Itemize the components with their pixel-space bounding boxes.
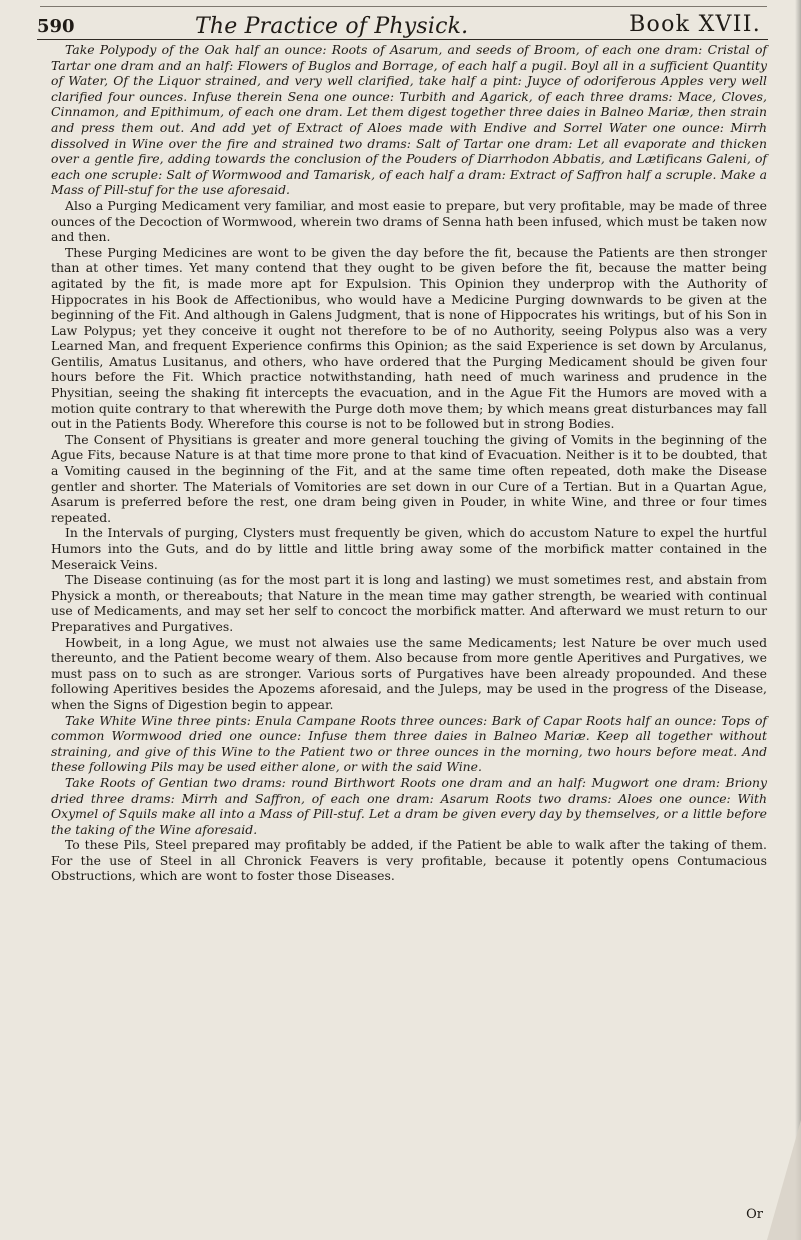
paragraph-purging-timing: These Purging Medicines are wont to be given the day before the fit, because the Patients are then stronger than at other times. Yet many contend that they ought to be given before the fit, because the matter being agitated by the fit, is made more apt for Expulsion. This Opinion they underprop with the Authority of Hippocrates in his Book de Affectionibus, who would have a Medicine Purging downwards to be given at the beginning of the Fit. And although in Galens Judgment, that is none of Hippocrates his writings, but of his Son in Law Polypus; yet they conceive it ought not therefore to be of no Authority, seeing Polypus also was a very Learned Man, and frequent Experience confirms this Opinion; as the said Experience is set down by Arculanus, Gentilis, Amatus Lusitanus, and others, who have ordered that the Purging Medicament should be given four hours before the Fit. Which practice notwithstanding, hath need of much wariness and prudence in the Physitian, seeing the shaking fit intercepts the evacuation, and in the Ague Fit the Humors are moved with a motion quite contrary to that wherewith the Purge doth move them; by which means great disturbances may fall out in the Patients Body. Wherefore this course is not to be followed but in strong Bodies. [51, 244, 767, 432]
corner-fold [767, 1120, 801, 1240]
top-edge-rule [40, 6, 767, 7]
recipe-paragraph-pills: Take Roots of Gentian two drams: round Birthwort Roots one dram and an half: Mugwort one dram: Briony dried three drams: Mirrh and Saffron, of each one dram: Asarum Roots two drams: Aloes one ounce: With Oxymel of Squils make all into a Mass of Pill-stuf. Let a dram be given every day by themselves, or a little before the taking of the Wine aforesaid. [51, 774, 767, 837]
main-text [51, 42, 767, 884]
header-rule [37, 39, 768, 40]
recipe-paragraph-wine: Take White Wine three pints: Enula Campane Roots three ounces: Bark of Capar Roots half an ounce: Tops of common Wormwood dried one ounce: Infuse them three daies in Balneo Mariæ. Keep all together without straining, and give of this Wine to the Patient two or three ounces in the morning, two hours before meat. And these following Pils may be used either alone, or with the said Wine. [51, 712, 767, 775]
page-number: 590 [37, 16, 75, 37]
page-edge-shadow [795, 0, 801, 1240]
paragraph-clysters: In the Intervals of purging, Clysters must frequently be given, which do accustom Nature to expel the hurtful Humors into the Guts, and do by little and little bring away some of the morbifick matter contained in the Meseraick Veins. [51, 525, 767, 572]
paragraph-purging-medicament: Also a Purging Medicament very familiar, and most easie to prepare, but very profitable, may be made of three ounces of the Decoction of Wormwood, wherein two drams of Senna hath been infused, which must be taken now and then. [51, 197, 767, 245]
paragraph-aperitives: Howbeit, in a long Ague, we must not alwaies use the same Medicaments; lest Nature be over much used thereunto, and the Patient become weary of them. Also because from more gentle Aperitives and Purgatives, we must pass on to such as are stronger. Various sorts of Purgatives have been already propounded. And these following Aperitives besides the Apozems aforesaid, and the Juleps, may be used in the progress of the Disease, when the Signs of Digestion begin to appear. [51, 634, 767, 712]
paragraph-vomits: The Consent of Physitians is greater and more general touching the giving of Vomits in the beginning of the Ague Fits, because Nature is at that time more prone to that kind of Evacuation. Neither is it to be doubted, that a Vomiting caused in the beginning of the Fit, and at the same time often repeated, doth make the Disease gentler and shorter. The Materials of Vomitories are set down in our Cure of a Tertian. But in a Quartan Ague, Asarum is preferred before the rest, one dram being given in Pouder, in white Wine, and three or four times repeated. [51, 431, 767, 525]
book-label: Book XVII. [629, 12, 761, 37]
catchword: Or [746, 1207, 763, 1222]
recipe-paragraph-1: Take Polypody of the Oak half an ounce: Roots of Asarum, and seeds of Broom, of each one dram: Cristal of Tartar one dram and an half: Flowers of Buglos and Borrage, of each half a pugil. Boyl all in a sufficient Quantity of Water, Of the Liquor strained, and very well clarified, take half a pint: Juyce of odoriferous Apples very well clarified four ounces. Infuse therein Sena one ounce: Turbith and Agarick, of each three drams: Mace, Cloves, Cinnamon, and Epithimum, of each one dram. Let them digest together three daies in Balneo Mariæ, then strain and press them out. And add yet of Extract of Aloes made with Endive and Sorrel Water one ounce: Mirrh dissolved in Wine over the fire and strained two drams: Salt of Tartar one dram: Let all evaporate and thicken over a gentle fire, adding towards the conclusion of the Pouders of Diarrhodon Abbatis, and Lætificans Galeni, of each one scruple: Salt of Wormwood and Tamarisk, of each half a dram: Extract of Saffron half a scruple. Make a Mass of Pill-stuf for the use aforesaid. [51, 42, 767, 198]
paragraph-rest: The Disease continuing (as for the most part it is long and lasting) we must sometimes rest, and abstain from Physick a month, or thereabouts; that Nature in the mean time may gather strength, be wearied with continual use of Medicaments, and may set her self to concoct the morbifick matter. And afterward we must return to our Preparatives and Purgatives. [51, 572, 767, 634]
running-title: The Practice of Physick. [195, 14, 469, 39]
paragraph-steel: To these Pils, Steel prepared may profitably be added, if the Patient be able to walk after the taking of them. For the use of Steel in all Chronick Feavers is very profitable, because it potently opens Contumacious Obstructions, which are wont to foster those Diseases. [51, 837, 767, 884]
